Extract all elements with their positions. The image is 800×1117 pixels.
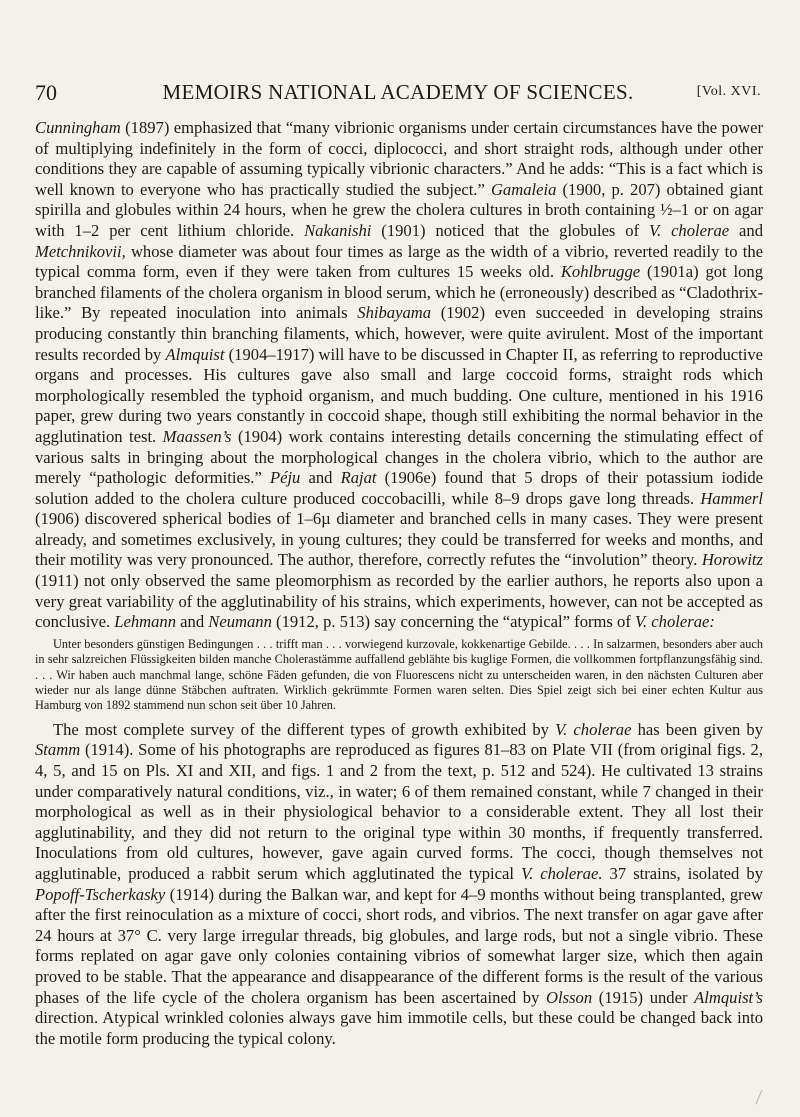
german-block-quote: Unter besonders günstigen Bedingungen . . . trifft man . . . vorwiegend kurzovale, kokkenartige Gebilde. . . . In salzarmen, besonders aber auch in sehr salzreichen Flüssigkeiten bilden manche Cholerastämme auffallend geblähte bis kuglige Formen, die vollkommen fortpflanzungsfähig sind. . . . Wir haben auch manchmal lange, schöne Fäden gefunden, die von Fluorescens nicht zu unterscheiden waren, in den nächsten Culturen aber wieder nur als lange dünne Stäbchen auftraten. Wirklich gekrümmte Formen waren selten. Dies Spiel zeigt sich bei einer echten Kultur aus Hamburg von 1892 stammend nun schon seit über 10 Jahren.	[35, 636, 763, 713]
author-name: Péju	[269, 468, 301, 488]
author-name: Shibayama	[357, 303, 432, 323]
species-name: V. cholerae.	[521, 864, 603, 884]
author-name: Nakanishi	[304, 220, 372, 240]
page-number: 70	[35, 80, 57, 105]
species-name: Metchnikovii,	[35, 241, 126, 261]
paragraph-1: Cunningham (1897) emphasized that “many vibrionic organisms under certain circumstances have the power of multiplying indefinitely in the form of cocci, diplococci, and short straight rods, although under other conditions they are capable of assuming typically vibrionic characters.” And he adds: “This is a fact which is well known to everyone who has practically studied the subject.” Gamaleia (1900, p. 207) obtained giant spirilla and globules within 24 hours, when he grew the cholera cultures in broth containing ½–1 or on agar with 1–2 per cent lithium chloride. Nakanishi (1901) noticed that the globules of V. cholerae and Metchnikovii, whose diameter was about four times as large as the width of a vibrio, reverted readily to the typical comma form, even if they were taken from cultures 15 weeks old. Kohlbrugge (1901a) got long branched filaments of the cholera organism in blood serum, which he (erroneously) described as “Cladothrix-like.” By repeated inoculation into animals Shibayama (1902) even succeeded in developing strains producing constantly thin branching filaments, which, however, were quite avirulent. Most of the important results recorded by Almquist (1904–1917) will have to be discussed in Chapter II, as referring to reproductive organs and processes. His cultures gave also small and large coccoid forms, straight rods which morphologically resembled the typhoid organism, and much budding. One culture, mentioned in his 1916 paper, grew during two years constantly in coccoid shape, though still exhibiting the normal behavior in the agglutination test. Maassen’s (1904) work contains interesting details concerning the stimulating effect of various salts in bringing about the morphological changes in the cholera vibrio, which to the author are merely “pathologic deformities.” Péju and Rajat (1906e) found that 5 drops of their potassium iodide solution added to the cholera culture produced coccobacilli, while 8–9 drops gave long threads. Hammerl (1906) discovered spherical bodies of 1–6µ diameter and branched cells in many cases. They were present already, and sometimes exclusively, in young cultures; they could be transferred for weeks and months, and their motility was very pronounced. The author, therefore, correctly refutes the “involution” theory. Horowitz (1911) not only observed the same pleomorphism as recorded by the earlier authors, he reports also upon a very great variability of the agglutinability of his strains, which experiments, however, can not be accepted as conclusive. Lehmann and Neumann (1912, p. 513) say concerning the “atypical” forms of V. cholerae:	[35, 118, 763, 632]
author-name: Neumann	[208, 612, 272, 632]
running-title: MEMOIRS NATIONAL ACADEMY OF SCIENCES.	[162, 80, 634, 104]
author-name: Stamm	[35, 740, 81, 760]
paragraph-2: The most complete survey of the different types of growth exhibited by V. cholerae has been given by Stamm (1914). Some of his photographs are reproduced as figures 81–83 on Plate VII (from original figs. 2, 4, 5, and 15 on Pls. XI and XII, and figs. 1 and 2 from the text, p. 512 and 524). He cultivated 13 strains under comparatively natural conditions, viz., in water; 6 of them remained constant, while 7 changed in their morphological as well as in their physiological behavior to a considerable extent. They all lost their agglutinability, and they did not return to the original type within 30 months, if frequently transferred. Inoculations from old cultures, however, gave again curved forms. The cocci, though themselves not agglutinable, produced a rabbit serum which agglutinated the typical V. cholerae. 37 strains, isolated by Popoff-Tscherkasky (1914) during the Balkan war, and kept for 4–9 months without being transplanted, grew after the first reinoculation as a mixture of cocci, short rods, and vibrios. The next transfer on agar gave after 24 hours at 37° C. very large irregular threads, big globules, and large rods, but not a single vibrio. These forms replated on agar gave only colonies containing vibrios of somewhat larger size, which then again proved to be stable. That the appearance and disappearance of the different forms is the result of the various phases of the life cycle of the cholera organism has been ascertained by Olsson (1915) under Almquist’s direction. Atypical wrinkled colonies always gave him immotile cells, but these could be changed back into the motile form producing the typical colony.	[35, 719, 763, 1048]
author-name: Almquist’s	[694, 987, 763, 1007]
species-name: V. cholerae	[555, 719, 632, 739]
author-name: Almquist	[165, 344, 225, 364]
author-name: Olsson	[546, 987, 593, 1007]
author-name: Lehmann	[114, 612, 177, 632]
author-name: Popoff-Tscherkasky	[35, 884, 166, 904]
author-name: Gamaleia	[490, 179, 557, 199]
author-name: Rajat	[340, 468, 377, 488]
author-name: Kohlbrugge	[560, 262, 641, 282]
author-name: Cunningham	[35, 118, 121, 137]
body-text	[35, 118, 763, 1049]
species-name: V. cholerae:	[635, 612, 715, 632]
pencil-mark	[754, 1089, 764, 1105]
author-name: Horowitz	[701, 550, 763, 570]
page-header	[35, 80, 761, 110]
volume-label: [Vol. XVI.	[696, 84, 761, 99]
species-name: V. cholerae	[649, 220, 730, 240]
author-name: Hammerl	[700, 488, 763, 508]
author-name: Maassen’s	[162, 426, 232, 446]
